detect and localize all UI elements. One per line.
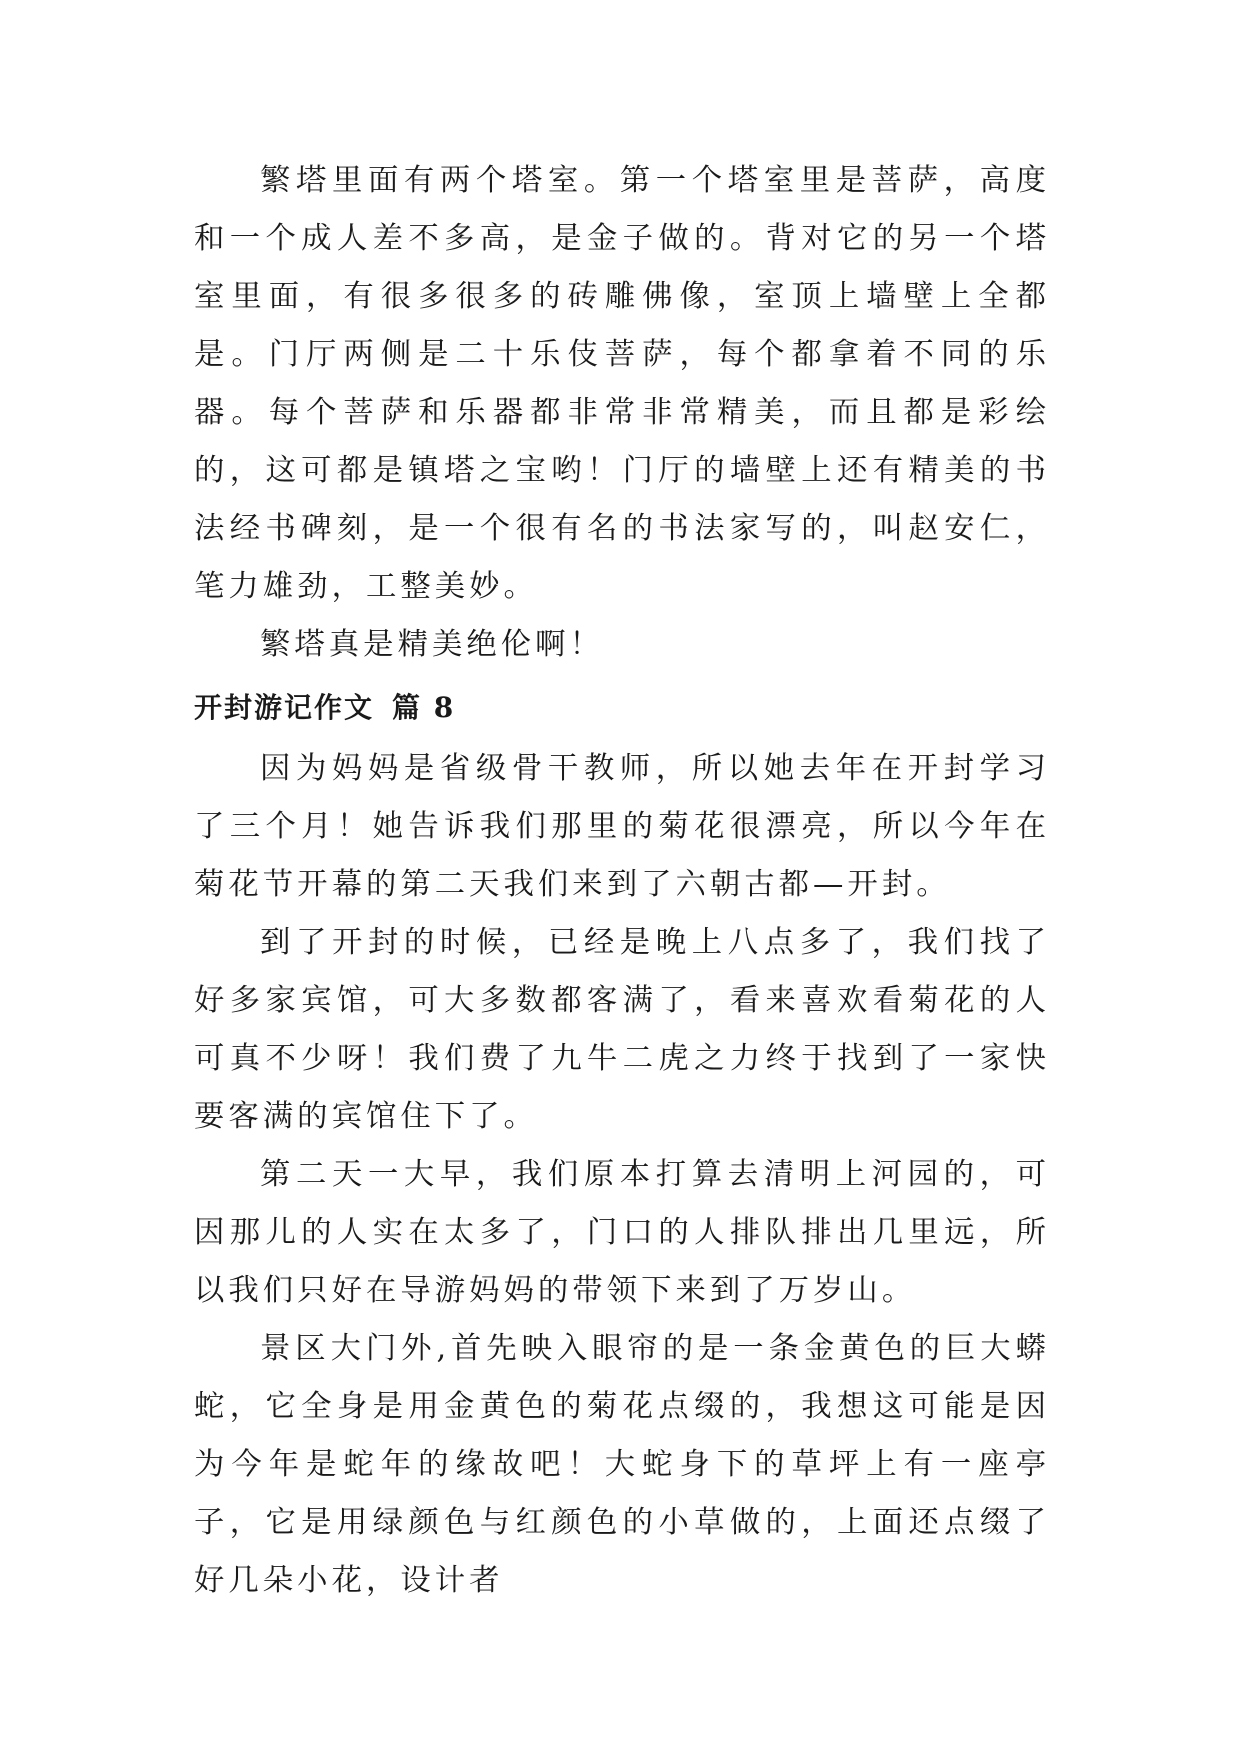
section-heading bbox=[194, 686, 455, 726]
paragraph: 第二天一大早，我们原本打算去清明上河园的，可因那儿的人实在太多了，门口的人排队排出几里远，所以我们只好在导游妈妈的带领下来到了万岁山。 bbox=[194, 1157, 1050, 1308]
paragraph: 繁塔真是精美绝伦啊！ bbox=[260, 627, 604, 662]
paragraph: 因为妈妈是省级骨干教师，所以她去年在开封学习了三个月！她告诉我们那里的菊花很漂亮，所以今年在菊花节开幕的第二天我们来到了六朝古都—开封。 bbox=[194, 751, 1050, 902]
section-2-body bbox=[194, 740, 1050, 1610]
paragraph: 繁塔里面有两个塔室。第一个塔室里是菩萨，高度和一个成人差不多高，是金子做的。背对它的另一个塔室里面，有很多很多的砖雕佛像，室顶上墙壁上全都是。门厅两侧是二十乐伎菩萨，每个都拿着不同的乐器。每个菩萨和乐器都非常非常精美，而且都是彩绘的，这可都是镇塔之宝哟！门厅的墙壁上还有精美的书法经书碑刻，是一个很有名的书法家写的，叫赵安仁，笔力雄劲，工整美妙。 bbox=[194, 163, 1050, 604]
heading-title: 开封游记作文 bbox=[194, 691, 375, 724]
heading-number: 篇 8 bbox=[392, 691, 456, 724]
section-1-body bbox=[194, 152, 1050, 674]
paragraph: 景区大门外,首先映入眼帘的是一条金黄色的巨大蟒蛇，它全身是用金黄色的菊花点缀的，我想这可能是因为今年是蛇年的缘故吧！大蛇身下的草坪上有一座亭子，它是用绿颜色与红颜色的小草做的，上面还点缀了好几朵小花，设计者 bbox=[194, 1331, 1050, 1598]
paragraph: 到了开封的时候，已经是晚上八点多了，我们找了好多家宾馆，可大多数都客满了，看来喜欢看菊花的人可真不少呀！我们费了九牛二虎之力终于找到了一家快要客满的宾馆住下了。 bbox=[194, 925, 1050, 1134]
